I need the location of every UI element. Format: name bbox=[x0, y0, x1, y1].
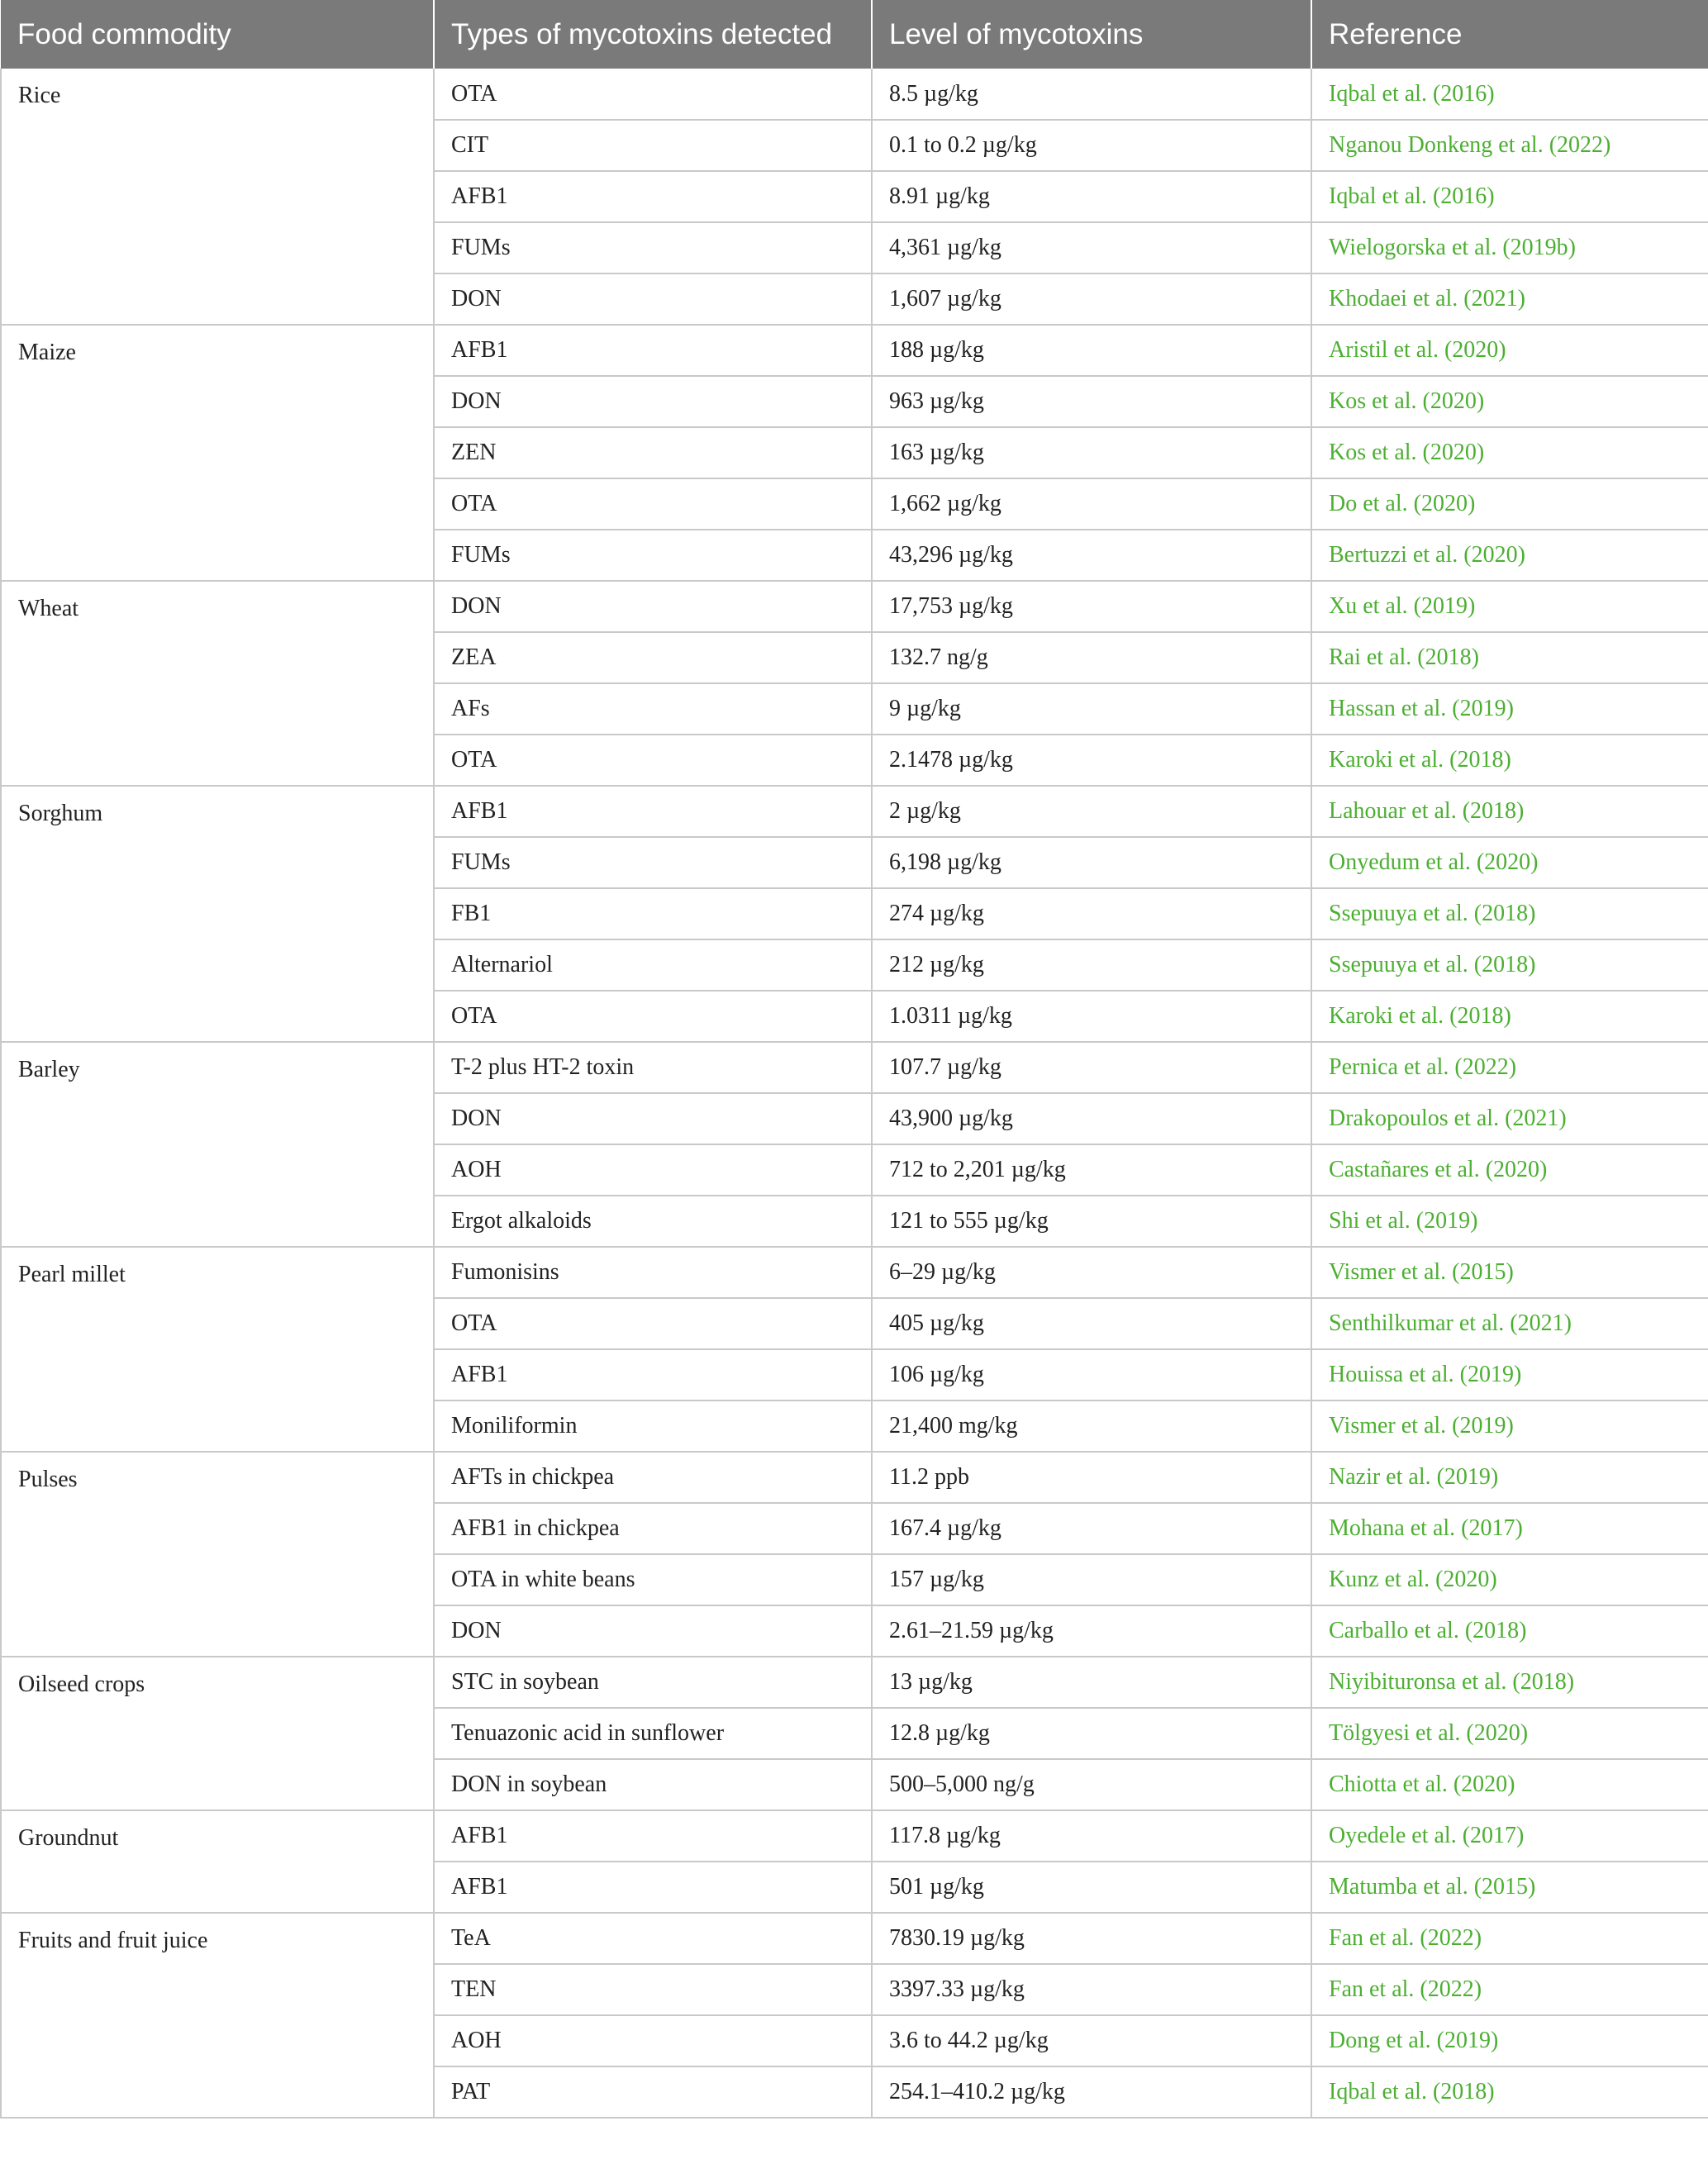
reference-link[interactable]: Karoki et al. (2018) bbox=[1311, 735, 1708, 786]
reference-link[interactable]: Ssepuuya et al. (2018) bbox=[1311, 888, 1708, 939]
mycotoxin-type-cell: ZEA bbox=[434, 632, 872, 683]
mycotoxin-level-cell: 43,296 µg/kg bbox=[872, 530, 1311, 581]
table-row bbox=[1, 69, 1708, 120]
mycotoxin-level-cell: 6,198 µg/kg bbox=[872, 837, 1311, 888]
mycotoxin-level-cell: 188 µg/kg bbox=[872, 325, 1311, 376]
reference-link[interactable]: Bertuzzi et al. (2020) bbox=[1311, 530, 1708, 581]
mycotoxin-level-cell: 501 µg/kg bbox=[872, 1862, 1311, 1913]
table-row bbox=[1, 1042, 1708, 1093]
mycotoxin-type-cell: DON bbox=[434, 1093, 872, 1144]
mycotoxin-type-cell: Alternariol bbox=[434, 939, 872, 991]
mycotoxin-type-cell: AFB1 bbox=[434, 786, 872, 837]
header-mycotoxin-types: Types of mycotoxins detected bbox=[434, 0, 872, 69]
mycotoxin-level-cell: 121 to 555 µg/kg bbox=[872, 1196, 1311, 1247]
mycotoxin-type-cell: TEN bbox=[434, 1964, 872, 2015]
reference-link[interactable]: Pernica et al. (2022) bbox=[1311, 1042, 1708, 1093]
reference-link[interactable]: Senthilkumar et al. (2021) bbox=[1311, 1298, 1708, 1349]
mycotoxin-level-cell: 11.2 ppb bbox=[872, 1452, 1311, 1503]
mycotoxin-level-cell: 1,662 µg/kg bbox=[872, 478, 1311, 530]
mycotoxin-type-cell: AFB1 bbox=[434, 1349, 872, 1400]
table-row bbox=[1, 786, 1708, 837]
reference-link[interactable]: Aristil et al. (2020) bbox=[1311, 325, 1708, 376]
header-food-commodity: Food commodity bbox=[1, 0, 434, 69]
mycotoxin-level-cell: 4,361 µg/kg bbox=[872, 222, 1311, 273]
mycotoxin-level-cell: 212 µg/kg bbox=[872, 939, 1311, 991]
mycotoxin-level-cell: 6–29 µg/kg bbox=[872, 1247, 1311, 1298]
mycotoxin-level-cell: 1,607 µg/kg bbox=[872, 273, 1311, 325]
mycotoxin-level-cell: 13 µg/kg bbox=[872, 1657, 1311, 1708]
table-row bbox=[1, 325, 1708, 376]
reference-link[interactable]: Chiotta et al. (2020) bbox=[1311, 1759, 1708, 1810]
mycotoxin-level-cell: 106 µg/kg bbox=[872, 1349, 1311, 1400]
mycotoxin-type-cell: OTA bbox=[434, 1298, 872, 1349]
mycotoxin-level-cell: 8.91 µg/kg bbox=[872, 171, 1311, 222]
mycotoxin-level-cell: 1.0311 µg/kg bbox=[872, 991, 1311, 1042]
mycotoxin-type-cell: Fumonisins bbox=[434, 1247, 872, 1298]
mycotoxin-type-cell: STC in soybean bbox=[434, 1657, 872, 1708]
reference-link[interactable]: Niyibituronsa et al. (2018) bbox=[1311, 1657, 1708, 1708]
mycotoxin-level-cell: 12.8 µg/kg bbox=[872, 1708, 1311, 1759]
mycotoxin-type-cell: DON in soybean bbox=[434, 1759, 872, 1810]
mycotoxin-type-cell: CIT bbox=[434, 120, 872, 171]
reference-link[interactable]: Carballo et al. (2018) bbox=[1311, 1605, 1708, 1657]
mycotoxin-type-cell: ZEN bbox=[434, 427, 872, 478]
reference-link[interactable]: Shi et al. (2019) bbox=[1311, 1196, 1708, 1247]
reference-link[interactable]: Kunz et al. (2020) bbox=[1311, 1554, 1708, 1605]
table-row bbox=[1, 581, 1708, 632]
mycotoxin-type-cell: FUMs bbox=[434, 222, 872, 273]
reference-link[interactable]: Ssepuuya et al. (2018) bbox=[1311, 939, 1708, 991]
reference-link[interactable]: Tölgyesi et al. (2020) bbox=[1311, 1708, 1708, 1759]
food-commodity-cell: Sorghum bbox=[1, 786, 434, 1042]
reference-link[interactable]: Rai et al. (2018) bbox=[1311, 632, 1708, 683]
mycotoxin-level-cell: 8.5 µg/kg bbox=[872, 69, 1311, 120]
food-commodity-cell: Pearl millet bbox=[1, 1247, 434, 1452]
food-commodity-cell: Barley bbox=[1, 1042, 434, 1247]
reference-link[interactable]: Iqbal et al. (2016) bbox=[1311, 171, 1708, 222]
food-commodity-cell: Rice bbox=[1, 69, 434, 325]
reference-link[interactable]: Lahouar et al. (2018) bbox=[1311, 786, 1708, 837]
mycotoxin-level-cell: 43,900 µg/kg bbox=[872, 1093, 1311, 1144]
mycotoxin-level-cell: 500–5,000 ng/g bbox=[872, 1759, 1311, 1810]
reference-link[interactable]: Castañares et al. (2020) bbox=[1311, 1144, 1708, 1196]
mycotoxin-type-cell: T-2 plus HT-2 toxin bbox=[434, 1042, 872, 1093]
mycotoxin-level-cell: 712 to 2,201 µg/kg bbox=[872, 1144, 1311, 1196]
mycotoxin-type-cell: TeA bbox=[434, 1913, 872, 1964]
mycotoxin-type-cell: AFB1 bbox=[434, 1810, 872, 1862]
mycotoxin-level-cell: 2.1478 µg/kg bbox=[872, 735, 1311, 786]
mycotoxin-level-cell: 157 µg/kg bbox=[872, 1554, 1311, 1605]
mycotoxin-level-cell: 2.61–21.59 µg/kg bbox=[872, 1605, 1311, 1657]
table-row bbox=[1, 1247, 1708, 1298]
reference-link[interactable]: Matumba et al. (2015) bbox=[1311, 1862, 1708, 1913]
header-mycotoxin-level: Level of mycotoxins bbox=[872, 0, 1311, 69]
mycotoxin-type-cell: AFB1 in chickpea bbox=[434, 1503, 872, 1554]
mycotoxin-type-cell: AFB1 bbox=[434, 171, 872, 222]
mycotoxin-type-cell: OTA bbox=[434, 69, 872, 120]
reference-link[interactable]: Hassan et al. (2019) bbox=[1311, 683, 1708, 735]
mycotoxin-type-cell: PAT bbox=[434, 2066, 872, 2118]
reference-link[interactable]: Nganou Donkeng et al. (2022) bbox=[1311, 120, 1708, 171]
mycotoxin-level-cell: 117.8 µg/kg bbox=[872, 1810, 1311, 1862]
mycotoxin-type-cell: AFB1 bbox=[434, 325, 872, 376]
table-row bbox=[1, 1913, 1708, 1964]
table-row bbox=[1, 1657, 1708, 1708]
food-commodity-cell: Maize bbox=[1, 325, 434, 581]
mycotoxin-level-cell: 3.6 to 44.2 µg/kg bbox=[872, 2015, 1311, 2066]
mycotoxin-type-cell: AFTs in chickpea bbox=[434, 1452, 872, 1503]
mycotoxin-type-cell: FUMs bbox=[434, 530, 872, 581]
reference-link[interactable]: Karoki et al. (2018) bbox=[1311, 991, 1708, 1042]
header-reference: Reference bbox=[1311, 0, 1708, 69]
mycotoxin-type-cell: AFB1 bbox=[434, 1862, 872, 1913]
table-row bbox=[1, 1810, 1708, 1862]
mycotoxin-level-cell: 132.7 ng/g bbox=[872, 632, 1311, 683]
mycotoxin-type-cell: FB1 bbox=[434, 888, 872, 939]
reference-link[interactable]: Fan et al. (2022) bbox=[1311, 1964, 1708, 2015]
mycotoxin-level-cell: 0.1 to 0.2 µg/kg bbox=[872, 120, 1311, 171]
reference-link[interactable]: Kos et al. (2020) bbox=[1311, 376, 1708, 427]
food-commodity-cell: Fruits and fruit juice bbox=[1, 1913, 434, 2118]
mycotoxin-type-cell: OTA bbox=[434, 478, 872, 530]
table-body bbox=[1, 69, 1708, 2118]
reference-link[interactable]: Oyedele et al. (2017) bbox=[1311, 1810, 1708, 1862]
reference-link[interactable]: Dong et al. (2019) bbox=[1311, 2015, 1708, 2066]
reference-link[interactable]: Fan et al. (2022) bbox=[1311, 1913, 1708, 1964]
mycotoxin-type-cell: AFs bbox=[434, 683, 872, 735]
mycotoxin-type-cell: Tenuazonic acid in sunflower bbox=[434, 1708, 872, 1759]
mycotoxin-type-cell: AOH bbox=[434, 1144, 872, 1196]
reference-link[interactable]: Kos et al. (2020) bbox=[1311, 427, 1708, 478]
mycotoxin-level-cell: 963 µg/kg bbox=[872, 376, 1311, 427]
reference-link[interactable]: Wielogorska et al. (2019b) bbox=[1311, 222, 1708, 273]
mycotoxin-level-cell: 405 µg/kg bbox=[872, 1298, 1311, 1349]
reference-link[interactable]: Khodaei et al. (2021) bbox=[1311, 273, 1708, 325]
mycotoxin-type-cell: DON bbox=[434, 376, 872, 427]
mycotoxin-type-cell: Moniliformin bbox=[434, 1400, 872, 1452]
table-row bbox=[1, 1452, 1708, 1503]
mycotoxin-type-cell: DON bbox=[434, 273, 872, 325]
mycotoxin-type-cell: AOH bbox=[434, 2015, 872, 2066]
mycotoxin-type-cell: Ergot alkaloids bbox=[434, 1196, 872, 1247]
mycotoxin-level-cell: 9 µg/kg bbox=[872, 683, 1311, 735]
mycotoxin-level-cell: 2 µg/kg bbox=[872, 786, 1311, 837]
reference-link[interactable]: Iqbal et al. (2018) bbox=[1311, 2066, 1708, 2118]
mycotoxin-level-cell: 107.7 µg/kg bbox=[872, 1042, 1311, 1093]
mycotoxin-level-cell: 167.4 µg/kg bbox=[872, 1503, 1311, 1554]
mycotoxin-level-cell: 254.1–410.2 µg/kg bbox=[872, 2066, 1311, 2118]
reference-link[interactable]: Drakopoulos et al. (2021) bbox=[1311, 1093, 1708, 1144]
mycotoxin-level-cell: 3397.33 µg/kg bbox=[872, 1964, 1311, 2015]
mycotoxin-type-cell: FUMs bbox=[434, 837, 872, 888]
table-header bbox=[1, 0, 1708, 69]
reference-link[interactable]: Vismer et al. (2019) bbox=[1311, 1400, 1708, 1452]
mycotoxin-level-cell: 163 µg/kg bbox=[872, 427, 1311, 478]
mycotoxin-type-cell: OTA bbox=[434, 735, 872, 786]
mycotoxin-type-cell: DON bbox=[434, 581, 872, 632]
reference-link[interactable]: Vismer et al. (2015) bbox=[1311, 1247, 1708, 1298]
reference-link[interactable]: Mohana et al. (2017) bbox=[1311, 1503, 1708, 1554]
reference-link[interactable]: Xu et al. (2019) bbox=[1311, 581, 1708, 632]
reference-link[interactable]: Iqbal et al. (2016) bbox=[1311, 69, 1708, 120]
mycotoxin-level-cell: 274 µg/kg bbox=[872, 888, 1311, 939]
reference-link[interactable]: Onyedum et al. (2020) bbox=[1311, 837, 1708, 888]
mycotoxin-level-cell: 7830.19 µg/kg bbox=[872, 1913, 1311, 1964]
mycotoxin-type-cell: OTA in white beans bbox=[434, 1554, 872, 1605]
reference-link[interactable]: Nazir et al. (2019) bbox=[1311, 1452, 1708, 1503]
food-commodity-cell: Groundnut bbox=[1, 1810, 434, 1913]
food-commodity-cell: Wheat bbox=[1, 581, 434, 786]
reference-link[interactable]: Do et al. (2020) bbox=[1311, 478, 1708, 530]
mycotoxin-type-cell: OTA bbox=[434, 991, 872, 1042]
mycotoxin-level-cell: 21,400 mg/kg bbox=[872, 1400, 1311, 1452]
mycotoxin-type-cell: DON bbox=[434, 1605, 872, 1657]
food-commodity-cell: Pulses bbox=[1, 1452, 434, 1657]
header-row bbox=[1, 0, 1708, 69]
reference-link[interactable]: Houissa et al. (2019) bbox=[1311, 1349, 1708, 1400]
food-commodity-cell: Oilseed crops bbox=[1, 1657, 434, 1810]
mycotoxin-level-cell: 17,753 µg/kg bbox=[872, 581, 1311, 632]
